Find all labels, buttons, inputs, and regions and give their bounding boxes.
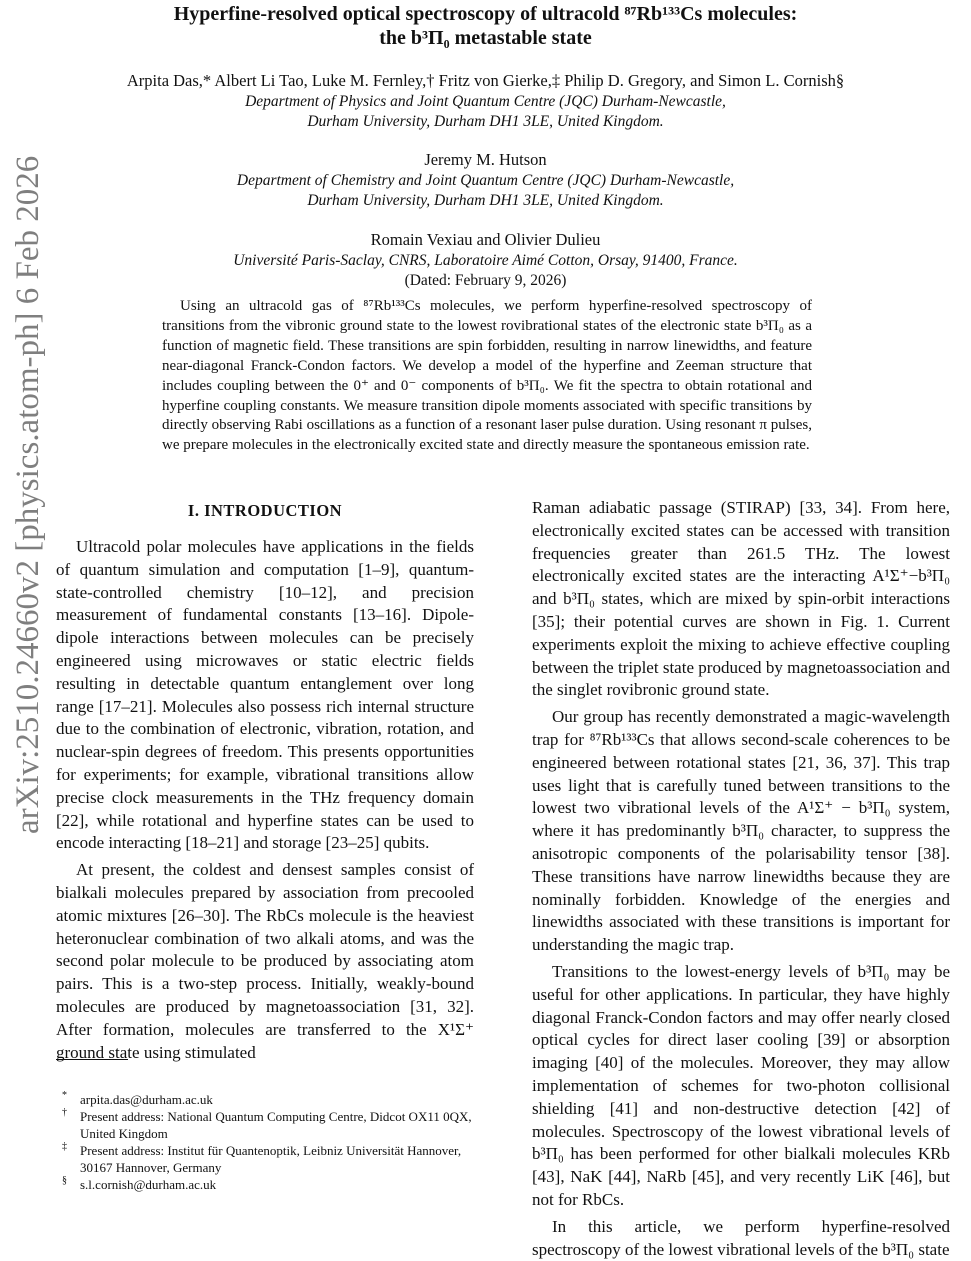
author-block-2 <box>100 149 871 211</box>
footnote-text: Present address: National Quantum Computing Centre, Didcot OX11 0QX, United Kingdom <box>80 1109 472 1141</box>
abstract: Using an ultracold gas of ⁸⁷Rb¹³³Cs molecules, we perform hyperfine-resolved spectroscopy of transitions from the vibronic ground state to the lowest rovibrational states of the electronic state b³Π₀ as a function of magnetic field. These transitions are spin forbidden, resulting in narrow linewidths, and feature near-diagonal Franck-Condon factors. We develop a model of the hyperfine and Zeeman structure that includes coupling between the 0⁺ and 0⁻ components of b³Π₀. We fit the spectra to obtain rotational and hyperfine coupling constants. We measure transition dipole moments associated with specific transitions by directly observing Rabi oscillations as a function of a resonant laser pulse duration. Using resonant π pulses, we prepare molecules in the electronically excited state and directly measure the spontaneous emission rate. <box>162 298 812 454</box>
body-paragraph: In this article, we perform hyperfine-resolved spectroscopy of the lowest vibrational levels of the b³Π₀ state <box>532 1216 950 1259</box>
author-block-3 <box>100 229 871 291</box>
footnotes <box>56 1091 474 1193</box>
arxiv-identifier: arXiv:2510.24660v2 [physics.atom-ph] 6 Feb 2026 <box>10 155 46 834</box>
right-column <box>532 497 950 1261</box>
title-line-2: the b³Π₀ metastable state <box>379 27 592 49</box>
footnote-mark: † <box>62 1107 67 1118</box>
footnote-mark: ‡ <box>62 1141 67 1152</box>
section-heading: I. INTRODUCTION <box>187 501 343 520</box>
dated-line: (Dated: February 9, 2026) <box>404 272 567 289</box>
author-list-3: Romain Vexiau and Olivier Dulieu <box>370 230 601 249</box>
body-paragraph: At present, the coldest and densest samples consist of bialkali molecules prepared by association from precooled atomic mixtures [26–30]. The RbCs molecule is the heaviest heteronuclear combination of two alkali atoms, and was the second polar molecule to be produced by associating atom pairs. This is a two-step process. Initially, weakly-bound molecules are produced by magnetoassociation [31, 32]. After formation, molecules are transferred to the X¹Σ⁺ ground state using stimulated <box>56 860 474 1062</box>
footnote-divider <box>56 1059 128 1060</box>
footnote <box>56 1176 474 1193</box>
author-list-2: Jeremy M. Hutson <box>424 150 547 169</box>
title-line-1: Hyperfine-resolved optical spectroscopy of ultracold ⁸⁷Rb¹³³Cs molecules: <box>173 3 798 25</box>
affiliation-2-line-2: Durham University, Durham DH1 3LE, United Kingdom. <box>307 192 664 209</box>
affiliation-1-line-2: Durham University, Durham DH1 3LE, United Kingdom. <box>307 113 664 130</box>
footnote <box>56 1091 474 1108</box>
footnote <box>56 1108 474 1142</box>
affiliation-3-line-1: Université Paris-Saclay, CNRS, Laboratoire Aimé Cotton, Orsay, 91400, France. <box>233 252 738 269</box>
footnote-text: arpita.das@durham.ac.uk <box>80 1092 213 1107</box>
body-paragraph: Raman adiabatic passage (STIRAP) [33, 34]. From here, electronically excited states can be accessed with transition frequencies greater than 261.5 THz. The lowest electronically excited states are the interacting A¹Σ⁺−b³Π₀ and b³Π₀ states, which are mixed by spin-orbit interactions [35]; their potential curves are shown in Fig. 1. Current experiments exploit the mixing to achieve effective coupling between the triplet state produced by magnetoassociation and the singlet rovibronic ground state. <box>532 498 950 700</box>
author-list-1: Arpita Das,* Albert Li Tao, Luke M. Fernley,† Fritz von Gierke,‡ Philip D. Gregory, and Simon L. Cornish§ <box>126 71 845 90</box>
body-paragraph: Ultracold polar molecules have applications in the fields of quantum simulation and computation [1–9], quantum-state-controlled chemistry [10–12], and precision measurement of fundamental constants [13–16]. Dipole-dipole interactions between molecules can be precisely engineered using microwaves or static electric fields resulting in detectable quantum entanglement over long range [17–21]. Molecules also possess rich internal structure due to the combination of electronic, vibration, rotation, and nuclear-spin degrees of freedom. This presents opportunities for experiments; for example, vibrational transitions allow precise clock measurements in the THz frequency domain [22], while rotational and hyperfine states can be used to encode interacting [18–21] and storage [23–25] qubits. <box>56 537 474 853</box>
affiliation-1-line-1: Department of Physics and Joint Quantum Centre (JQC) Durham-Newcastle, <box>245 93 726 110</box>
body-paragraph: Our group has recently demonstrated a magic-wavelength trap for ⁸⁷Rb¹³³Cs that allows second-scale coherences to be engineered between rotational states [21, 36, 37]. This trap uses light that is carefully tuned between transitions to the lowest two vibrational levels of the A¹Σ⁺ − b³Π₀ system, where it has predominantly b³Π₀ character, to suppress the anisotropic components of the polarisability tensor [38]. These transitions have narrow linewidths because they are nominally forbidden. Knowledge of the energies and linewidths associated with these transitions is important for understanding the magic trap. <box>532 707 950 955</box>
paper-title <box>100 2 871 50</box>
footnote-mark: § <box>62 1175 67 1186</box>
footnote-text: s.l.cornish@durham.ac.uk <box>80 1177 217 1192</box>
left-column <box>56 500 474 1064</box>
affiliation-2-line-1: Department of Chemistry and Joint Quantum Centre (JQC) Durham-Newcastle, <box>236 172 735 189</box>
footnote-mark: * <box>62 1090 67 1101</box>
footnote <box>56 1142 474 1176</box>
author-block-1 <box>100 70 871 132</box>
body-paragraph: Transitions to the lowest-energy levels of b³Π₀ may be useful for other applications. In particular, they have highly diagonal Franck-Condon factors and may offer nearly closed optical cycles for direct laser cooling [39] or absorption imaging [40] of the molecules. Moreover, they may allow implementation of schemes for two-photon collisional shielding [41] and non-destructive detection [42] of molecules. Spectroscopy of the lowest vibrational levels of b³Π₀ has been performed for other bialkali molecules KRb [43], NaK [44], NaRb [45], and very recently LiK [46], but not for RbCs. <box>532 961 950 1209</box>
footnote-text: Present address: Institut für Quantenoptik, Leibniz Universität Hannover, 30167 Hannover, Germany <box>80 1143 462 1175</box>
